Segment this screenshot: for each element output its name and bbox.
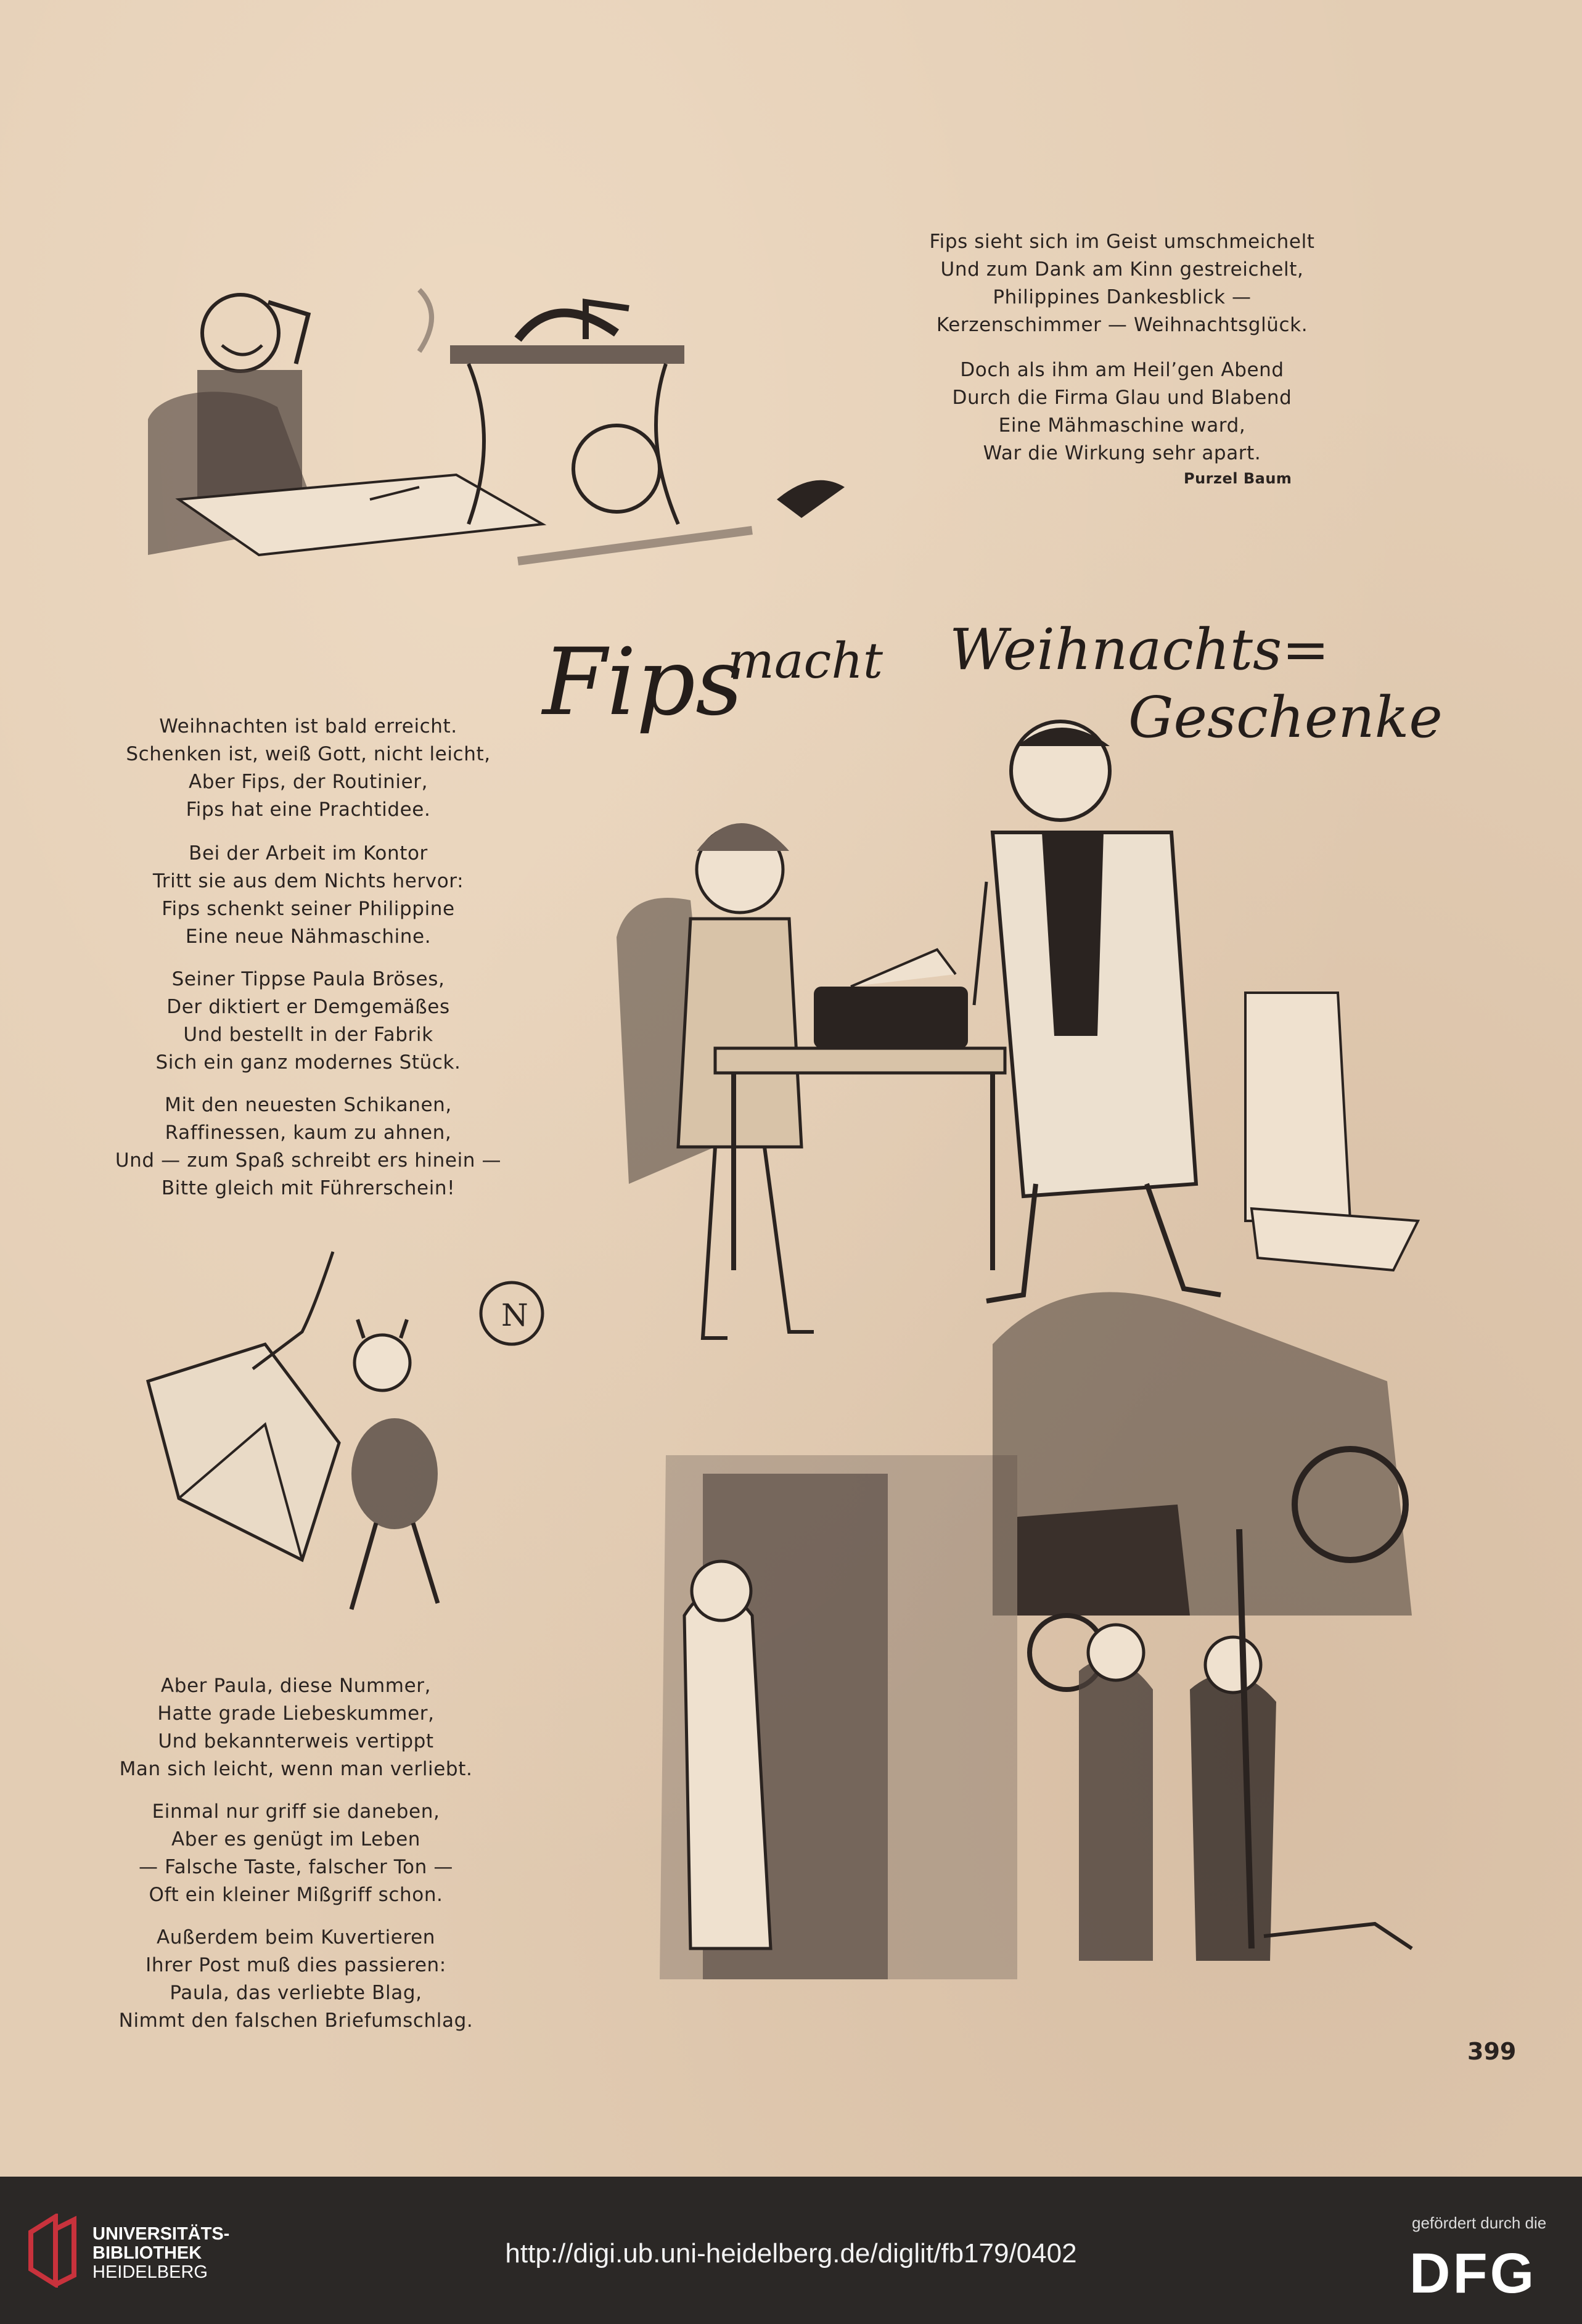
verse-line: Tritt sie aus dem Nichts hervor: — [152, 870, 464, 892]
verse-line: Weihnachten ist bald erreicht. — [159, 715, 457, 737]
author-credit: Purzel Baum — [1184, 470, 1292, 487]
verse-line: Doch als ihm am Heil’gen Abend — [960, 359, 1284, 381]
illustration-delivery-truck — [647, 1270, 1449, 1998]
verse-line: Bei der Arbeit im Kontor — [189, 842, 428, 864]
title-word-fips: Fips — [543, 629, 744, 736]
verse-line: Raffinessen, kaum zu ahnen, — [165, 1122, 452, 1144]
verse-line: Fips schenkt seiner Philippine — [162, 898, 455, 920]
verse-line: Hatte grade Liebeskummer, — [157, 1702, 435, 1725]
verse-line: Eine neue Nähmaschine. — [185, 926, 432, 948]
verse-line: Kerzenschimmer — Weihnachtsglück. — [936, 314, 1308, 336]
verse-line: Der diktiert er Demgemäßes — [166, 996, 450, 1018]
stanza-4 — [99, 840, 518, 951]
verse-line: Und zum Dank am Kinn gestreichelt, — [940, 258, 1304, 281]
stanza-1 — [894, 228, 1350, 339]
verse-line: Man sich leicht, wenn man verliebt. — [119, 1758, 473, 1780]
library-name-line: BIBLIOTHEK — [92, 2243, 202, 2263]
verse-line: Seiner Tippse Paula Bröses, — [171, 968, 445, 990]
title-word-geschenke: Geschenke — [1128, 684, 1443, 750]
verse-line: Schenken ist, weiß Gott, nicht leicht, — [126, 743, 491, 765]
verse-line: Und bekannterweis vertippt — [158, 1730, 434, 1752]
devil-envelope-drawing — [142, 1239, 573, 1634]
verse-line: Ihrer Post muß dies passieren: — [145, 1954, 446, 1976]
funded-by-label: gefördert durch die — [1412, 2214, 1547, 2232]
verse-line: Einmal nur griff sie daneben, — [152, 1800, 440, 1823]
verse-line: Oft ein kleiner Mißgriff schon. — [149, 1884, 443, 1906]
verse-line: Aber Fips, der Routinier, — [188, 771, 428, 793]
stanza-8 — [86, 1798, 506, 1909]
stanza-3 — [99, 713, 518, 824]
title-word-weihnachts: Weihnachts= — [949, 617, 1330, 683]
verse-line: Philippines Dankesblick — — [993, 286, 1252, 308]
verse-line: — Falsche Taste, falscher Ton — — [139, 1856, 453, 1878]
verse-line: Bitte gleich mit Führerschein! — [161, 1177, 456, 1199]
verse-line: Fips hat eine Prachtidee. — [186, 799, 431, 821]
illustration-man-sewing-machine — [74, 265, 875, 672]
verse-line: Sich ein ganz modernes Stück. — [155, 1051, 461, 1074]
verse-line: Nimmt den falschen Briefumschlag. — [118, 2010, 473, 2032]
illustration-devil-envelope — [142, 1239, 573, 1634]
page-number: 399 — [1467, 2038, 1517, 2065]
footer-bar — [0, 2177, 1582, 2324]
verse-line: Durch die Firma Glau und Blabend — [952, 387, 1292, 409]
svg-text:N: N — [501, 1297, 528, 1333]
verse-line: Aber es genügt im Leben — [171, 1828, 421, 1850]
verse-line: Fips sieht sich im Geist umschmeichelt — [929, 231, 1315, 253]
library-name-line: UNIVERSITÄTS- — [92, 2224, 230, 2244]
library-name-line: HEIDELBERG — [92, 2262, 208, 2282]
stanza-5 — [99, 966, 518, 1077]
source-url-link[interactable]: http://digi.ub.uni-heidelberg.de/diglit/fb179/0402 — [505, 2238, 1077, 2269]
verse-line: Und bestellt in der Fabrik — [183, 1024, 433, 1046]
dfg-logo: DFG — [1409, 2242, 1537, 2305]
verse-line: Außerdem beim Kuvertieren — [156, 1926, 436, 1948]
verse-line: Eine Mähmaschine ward, — [998, 414, 1246, 437]
title-word-macht: macht — [727, 632, 883, 689]
stanza-6 — [99, 1091, 518, 1202]
stanza-7 — [86, 1672, 506, 1783]
man-sewing-machine-drawing — [74, 265, 875, 672]
stanza-2 — [894, 356, 1350, 467]
verse-line: Paula, das verliebte Blag, — [170, 1982, 422, 2004]
stanza-9 — [86, 1924, 506, 2035]
verse-line: Und — zum Spaß schreibt ers hinein — — [115, 1149, 502, 1172]
verse-line: Mit den neuesten Schikanen, — [165, 1094, 452, 1116]
delivery-truck-drawing — [647, 1270, 1449, 1998]
verse-line: Aber Paula, diese Nummer, — [160, 1675, 432, 1697]
verse-line: War die Wirkung sehr apart. — [983, 442, 1261, 464]
